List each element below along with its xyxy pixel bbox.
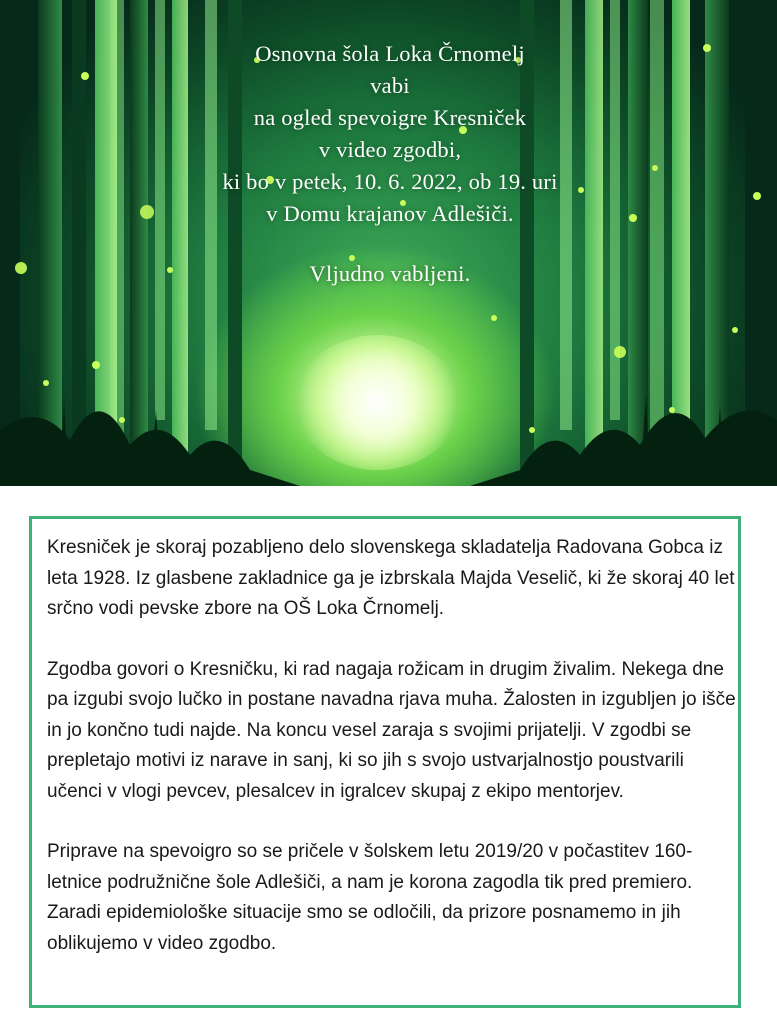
paragraph-about-work: Kresniček je skoraj pozabljeno delo slovenskega skladatelja Radovana Gobca iz leta 1928. Iz glasbene zakladnice ga je izbrskala Majda Veselič, ki že skoraj 40 let srčno vodi pevske zbore na OŠ Loka Črnomelj. (47, 537, 735, 619)
paragraph-preparation: Priprave na spevoigro so se pričele v šolskem letu 2019/20 v počastitev 160-letnice podružnične šole Adlešiči, a nam je korona zagodla tik pred premiero. Zaradi epidemiološke situacije smo se odločili, da prizore posnamemo in jih oblikujemo v video zgodbo. (47, 841, 693, 954)
event-format: v video zgodbi, (318, 137, 462, 162)
school-name: Osnovna šola Loka Črnomelj (255, 41, 525, 66)
event-location: v Domu krajanov Adlešiči. (266, 201, 514, 226)
description-text (47, 533, 737, 989)
invite-verb: vabi (370, 73, 410, 98)
greeting: Vljudno vabljeni. (309, 261, 471, 286)
paragraph-story: Zgodba govori o Kresničku, ki rad nagaja rožicam in drugim živalim. Nekega dne pa izgubi svojo lučko in postane navadna rjava muha. Žalosten in izgubljen jo išče in jo končno tudi najde. Na koncu vesel zaraja s svojimi prijatelji. V zgodbi se prepletajo motivi iz narave in sanj, ki so jih s svojo ustvarjalnostjo poustvarili učenci v vlogi pevcev, plesalcev in igralcev skupaj z ekipo mentorjev. (47, 658, 736, 802)
event-datetime: ki bo v petek, 10. 6. 2022, ob 19. uri (222, 169, 558, 194)
invitation-text (150, 38, 630, 290)
forest-illustration (0, 0, 777, 486)
event-title: na ogled spevoigre Kresniček (253, 105, 527, 130)
